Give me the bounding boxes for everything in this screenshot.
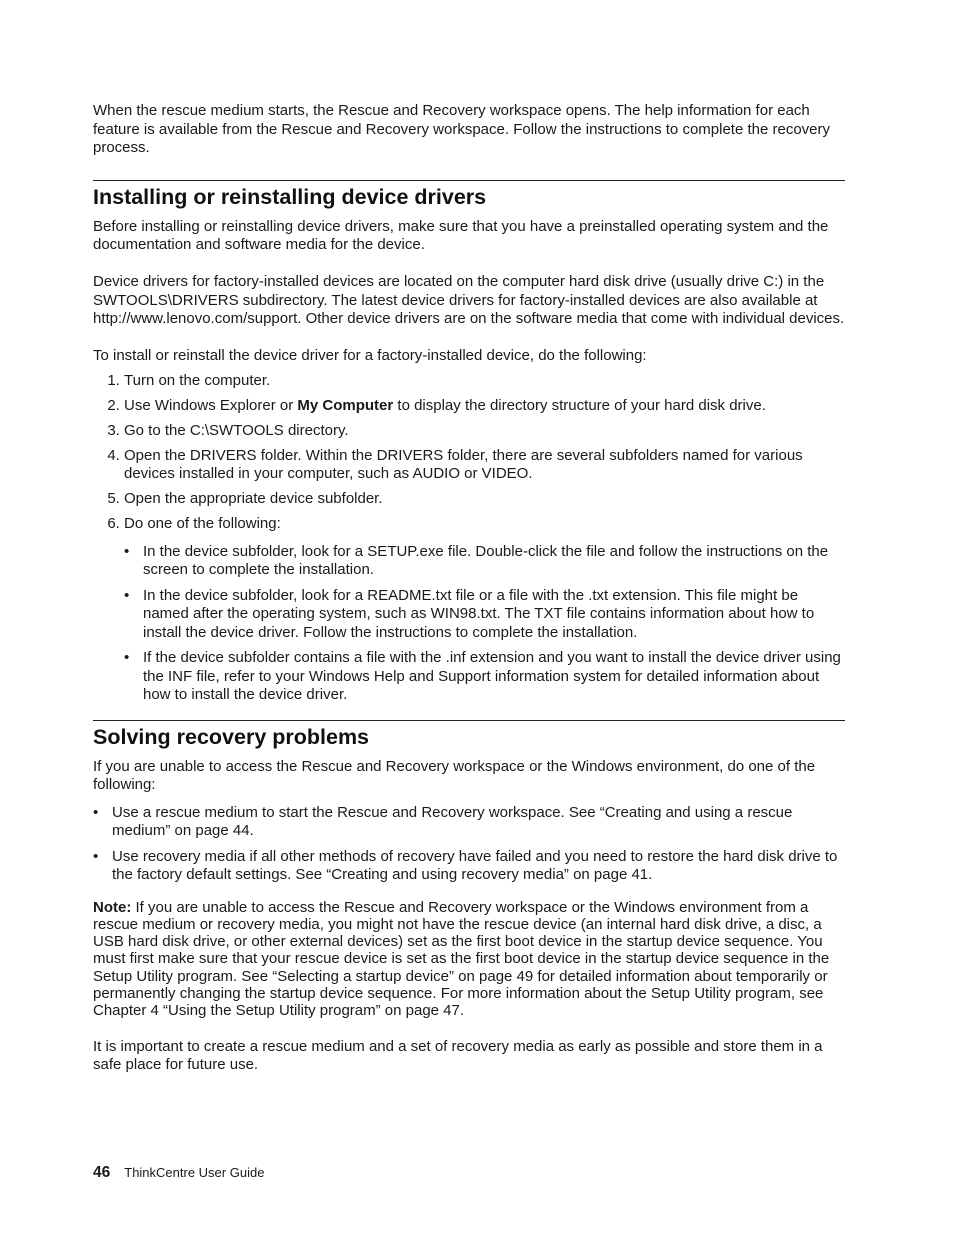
step-text: Open the appropriate device subfolder. [124, 490, 383, 507]
note-label: Note: [93, 898, 132, 916]
drivers-paragraph-1: Before installing or reinstalling device drivers, make sure that you have a preinstalled operating system and the documentation and software media for the device. [93, 217, 829, 253]
sub-options-list [124, 543, 845, 705]
step-text-post: to display the directory structure of your hard disk drive. [393, 396, 766, 414]
recovery-option-item: • Use a rescue medium to start the Rescue and Recovery workspace. See “Creating and using a rescue medium” on page 44. [112, 804, 845, 841]
intro-paragraph: When the rescue medium starts, the Rescue and Recovery workspace opens. The help information for each feature is available from the Rescue and Recovery workspace. Follow the instructions to complete the recovery process. [93, 102, 831, 156]
step-text: Go to the C:\SWTOOLS directory. [124, 421, 349, 439]
note-paragraph [93, 899, 845, 1020]
closing-paragraph: It is important to create a rescue medium and a set of recovery media as early as possible and store them in a safe place for future use. [93, 1037, 823, 1074]
install-steps-list [93, 372, 845, 705]
page-content [93, 102, 845, 1075]
step-text: Do one of the following: [124, 515, 281, 532]
step-item [124, 490, 845, 509]
recovery-option-item: • Use recovery media if all other methods of recovery have failed and you need to restore the hard disk drive to the factory default settings. See “Creating and using recovery media” on page 41. [112, 848, 845, 885]
step-item [124, 447, 845, 484]
drivers-paragraph-2: Device drivers for factory-installed devices are located on the computer hard disk drive (usually drive C:) in the SWTOOLS\DRIVERS subdirectory. The latest device drivers for factory-installed devices are also available at http://www.lenovo.com/support. Other device drivers are on the software media that come with individual devices. [93, 273, 845, 327]
section-divider [93, 180, 845, 181]
step-text: Open the DRIVERS folder. Within the DRIVERS folder, there are several subfolders named for various devices installed in your computer, such as AUDIO or VIDEO. [124, 446, 803, 482]
step-item [124, 422, 845, 441]
step-item [124, 397, 845, 416]
step-text: Turn on the computer. [124, 371, 271, 389]
note-text: If you are unable to access the Rescue and Recovery workspace or the Windows environment from a rescue medium or recovery media, you might not have the rescue device (an internal hard disk drive, a disc, a USB hard disk drive, or other external devices) set as the first boot device in the startup device sequence. You must first make sure that your rescue device is set as the first boot device in the startup device sequence in the Setup Utility program. See “Selecting a startup device” on page 49 for detailed information about temporarily or permanently changing the startup device sequence. For more information about the Setup Utility program, see Chapter 4 “Using the Setup Utility program” on page 47. [93, 898, 830, 1020]
step-text-bold: My Computer [297, 396, 394, 414]
drivers-paragraph-3: To install or reinstall the device driver for a factory-installed device, do the following: [93, 347, 647, 364]
sub-option-item: • In the device subfolder, look for a README.txt file or a file with the .txt extension. This file might be named after the operating system, such as WIN98.txt. The TXT file contains information about how to install the device driver. Follow the instructions to complete the installation. [143, 587, 845, 643]
recovery-options-list [93, 804, 845, 885]
section-divider [93, 720, 845, 721]
recovery-paragraph-1: If you are unable to access the Rescue and Recovery workspace or the Windows environment, do one of the following: [93, 757, 816, 793]
section-heading-recovery: Solving recovery problems [93, 724, 370, 749]
section-heading-drivers: Installing or reinstalling device drivers [93, 184, 487, 209]
step-item [124, 372, 845, 391]
sub-option-item: • If the device subfolder contains a file with the .inf extension and you want to install the device driver using the INF file, refer to your Windows Help and Support information system for detailed information about how to install the device driver. [143, 649, 845, 705]
step-text-pre: Use Windows Explorer or [124, 396, 298, 414]
sub-option-item: • In the device subfolder, look for a SETUP.exe file. Double-click the file and follow the instructions on the screen to complete the installation. [143, 543, 845, 580]
step-item [124, 515, 845, 705]
page-number: 46 [93, 1164, 111, 1181]
document-title: ThinkCentre User Guide [124, 1165, 265, 1180]
page-footer [93, 1164, 264, 1183]
